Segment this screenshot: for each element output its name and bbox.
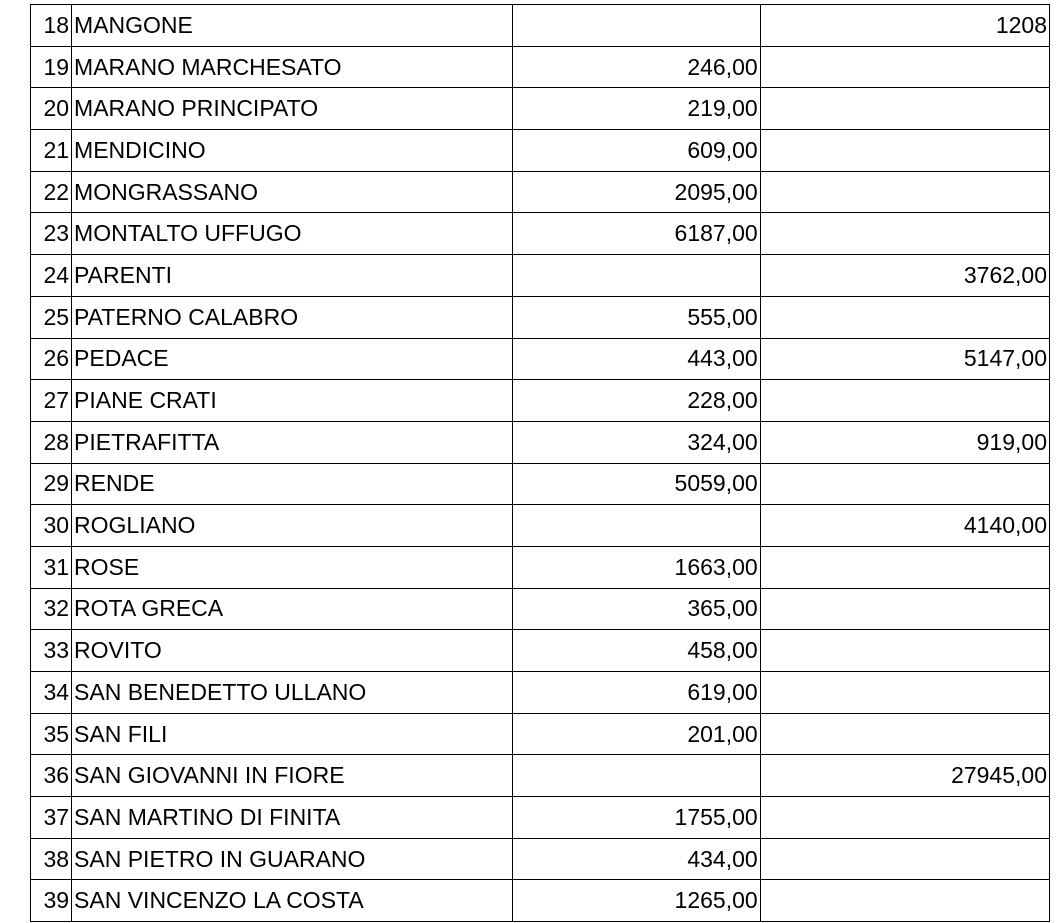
row-number-cell: 21 xyxy=(31,130,72,172)
row-number-cell: 29 xyxy=(31,463,72,505)
table-row xyxy=(31,463,1050,505)
row-number-cell: 22 xyxy=(31,171,72,213)
municipality-name-cell: ROSE xyxy=(72,546,513,588)
table-row xyxy=(31,630,1050,672)
municipality-name-cell: MANGONE xyxy=(72,5,513,47)
value-a-cell: 1663,00 xyxy=(513,546,760,588)
row-number-cell: 39 xyxy=(31,880,72,922)
value-b-cell: 4140,00 xyxy=(760,505,1049,547)
table-row xyxy=(31,46,1050,88)
municipality-name-cell: SAN GIOVANNI IN FIORE xyxy=(72,755,513,797)
municipality-name-cell: SAN VINCENZO LA COSTA xyxy=(72,880,513,922)
table-row xyxy=(31,338,1050,380)
municipality-name-cell: PATERNO CALABRO xyxy=(72,296,513,338)
value-a-cell: 246,00 xyxy=(513,46,760,88)
row-number-cell: 23 xyxy=(31,213,72,255)
value-a-cell: 365,00 xyxy=(513,588,760,630)
row-number-cell: 20 xyxy=(31,88,72,130)
value-b-cell xyxy=(760,380,1049,422)
row-number-cell: 35 xyxy=(31,713,72,755)
value-a-cell: 609,00 xyxy=(513,130,760,172)
row-number-cell: 27 xyxy=(31,380,72,422)
value-a-cell: 619,00 xyxy=(513,672,760,714)
value-a-cell: 1265,00 xyxy=(513,880,760,922)
table-row xyxy=(31,5,1050,47)
value-b-cell xyxy=(760,588,1049,630)
municipality-name-cell: RENDE xyxy=(72,463,513,505)
value-b-cell xyxy=(760,630,1049,672)
value-a-cell xyxy=(513,5,760,47)
value-a-cell: 219,00 xyxy=(513,88,760,130)
row-number-cell: 34 xyxy=(31,672,72,714)
table-row xyxy=(31,838,1050,880)
municipality-name-cell: PEDACE xyxy=(72,338,513,380)
value-b-cell: 5147,00 xyxy=(760,338,1049,380)
row-number-cell: 31 xyxy=(31,546,72,588)
value-a-cell: 2095,00 xyxy=(513,171,760,213)
table-row xyxy=(31,546,1050,588)
table-body xyxy=(31,5,1050,922)
municipality-name-cell: SAN MARTINO DI FINITA xyxy=(72,797,513,839)
value-b-cell: 3762,00 xyxy=(760,255,1049,297)
table-row xyxy=(31,588,1050,630)
value-b-cell xyxy=(760,672,1049,714)
row-number-cell: 19 xyxy=(31,46,72,88)
table-row xyxy=(31,880,1050,922)
value-a-cell: 324,00 xyxy=(513,421,760,463)
value-a-cell: 443,00 xyxy=(513,338,760,380)
value-a-cell: 458,00 xyxy=(513,630,760,672)
table-row xyxy=(31,421,1050,463)
municipality-name-cell: MONGRASSANO xyxy=(72,171,513,213)
row-number-cell: 28 xyxy=(31,421,72,463)
value-b-cell xyxy=(760,463,1049,505)
value-b-cell xyxy=(760,838,1049,880)
table-row xyxy=(31,88,1050,130)
table-row xyxy=(31,296,1050,338)
municipality-name-cell: SAN BENEDETTO ULLANO xyxy=(72,672,513,714)
municipality-name-cell: MARANO MARCHESATO xyxy=(72,46,513,88)
row-number-cell: 37 xyxy=(31,797,72,839)
value-a-cell xyxy=(513,505,760,547)
table-row xyxy=(31,713,1050,755)
value-b-cell: 1208 xyxy=(760,5,1049,47)
municipality-name-cell: ROGLIANO xyxy=(72,505,513,547)
table-row xyxy=(31,755,1050,797)
value-b-cell xyxy=(760,797,1049,839)
value-a-cell: 228,00 xyxy=(513,380,760,422)
value-a-cell: 555,00 xyxy=(513,296,760,338)
municipality-name-cell: PIETRAFITTA xyxy=(72,421,513,463)
row-number-cell: 36 xyxy=(31,755,72,797)
municipality-name-cell: ROTA GRECA xyxy=(72,588,513,630)
municipality-name-cell: MONTALTO UFFUGO xyxy=(72,213,513,255)
value-b-cell xyxy=(760,880,1049,922)
value-b-cell xyxy=(760,46,1049,88)
value-a-cell: 1755,00 xyxy=(513,797,760,839)
municipality-name-cell: MARANO PRINCIPATO xyxy=(72,88,513,130)
value-a-cell: 6187,00 xyxy=(513,213,760,255)
table-row xyxy=(31,255,1050,297)
row-number-cell: 18 xyxy=(31,5,72,47)
municipality-name-cell: ROVITO xyxy=(72,630,513,672)
row-number-cell: 24 xyxy=(31,255,72,297)
row-number-cell: 30 xyxy=(31,505,72,547)
row-number-cell: 38 xyxy=(31,838,72,880)
value-b-cell xyxy=(760,296,1049,338)
value-a-cell: 5059,00 xyxy=(513,463,760,505)
value-b-cell xyxy=(760,713,1049,755)
value-b-cell: 919,00 xyxy=(760,421,1049,463)
value-a-cell: 434,00 xyxy=(513,838,760,880)
table-row xyxy=(31,505,1050,547)
municipality-name-cell: MENDICINO xyxy=(72,130,513,172)
table-row xyxy=(31,797,1050,839)
table-row xyxy=(31,171,1050,213)
municipality-name-cell: PIANE CRATI xyxy=(72,380,513,422)
table-row xyxy=(31,672,1050,714)
value-b-cell xyxy=(760,88,1049,130)
municipality-name-cell: SAN PIETRO IN GUARANO xyxy=(72,838,513,880)
municipality-table xyxy=(30,4,1050,922)
row-number-cell: 32 xyxy=(31,588,72,630)
value-a-cell xyxy=(513,255,760,297)
value-b-cell: 27945,00 xyxy=(760,755,1049,797)
row-number-cell: 25 xyxy=(31,296,72,338)
table-row xyxy=(31,380,1050,422)
value-b-cell xyxy=(760,213,1049,255)
row-number-cell: 33 xyxy=(31,630,72,672)
value-b-cell xyxy=(760,171,1049,213)
value-b-cell xyxy=(760,546,1049,588)
table-row xyxy=(31,130,1050,172)
value-a-cell xyxy=(513,755,760,797)
value-b-cell xyxy=(760,130,1049,172)
row-number-cell: 26 xyxy=(31,338,72,380)
value-a-cell: 201,00 xyxy=(513,713,760,755)
municipality-name-cell: SAN FILI xyxy=(72,713,513,755)
table-row xyxy=(31,213,1050,255)
municipality-name-cell: PARENTI xyxy=(72,255,513,297)
